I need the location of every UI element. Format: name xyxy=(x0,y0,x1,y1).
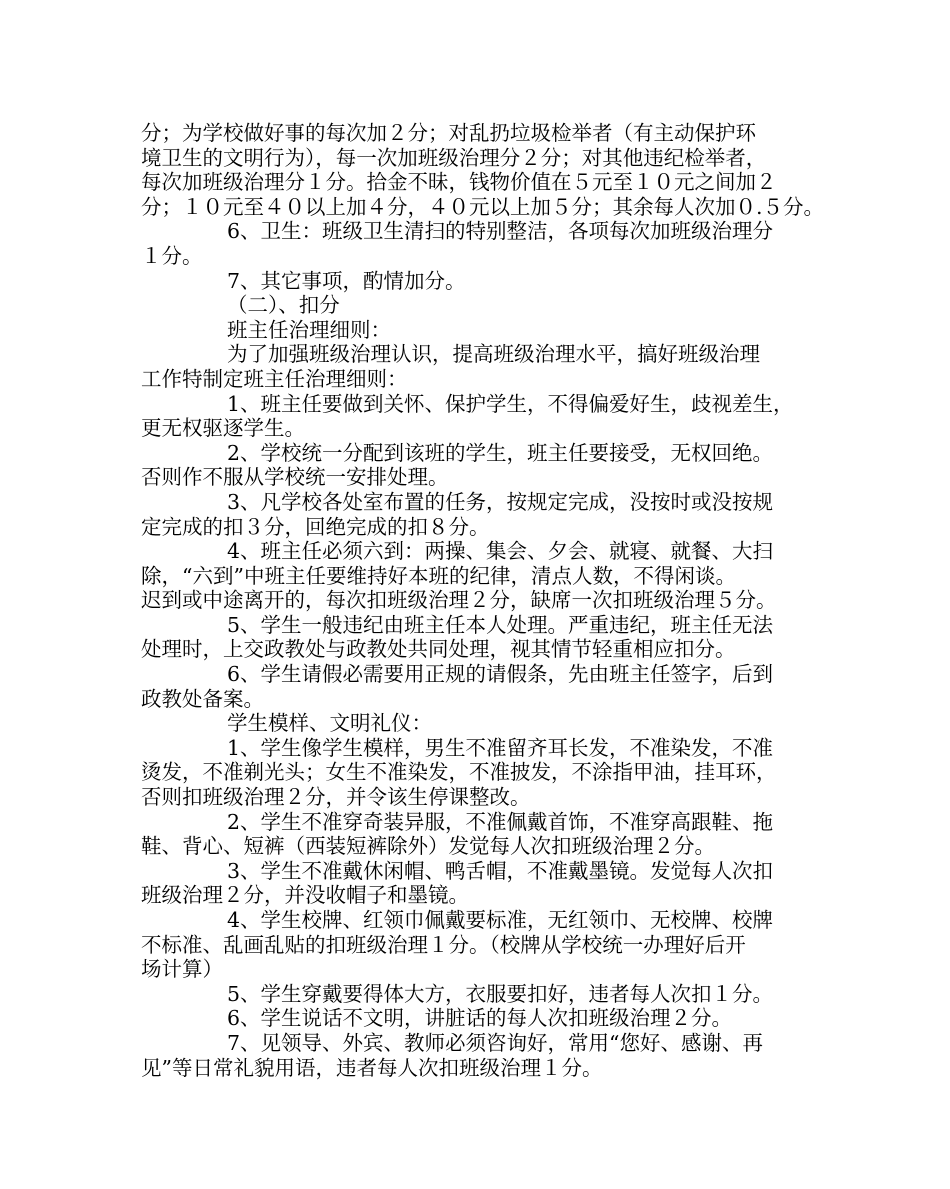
text-line: 定完成的扣３分，回绝完成的扣８分。 xyxy=(141,514,490,539)
text-line: 更无权驱逐学生。 xyxy=(141,416,305,441)
text-line: 分；为学校做好事的每次加２分；对乱扔垃圾检举者（有主动保护环 xyxy=(141,121,756,145)
text-line: 1、学生像学生模样，男生不准留齐耳长发，不准染发，不准 xyxy=(227,735,774,760)
text-line: 4、学生校牌、红领巾佩戴要标准，无红领巾、无校牌、校牌 xyxy=(227,908,774,932)
text-line: 每次加班级治理分１分。拾金不昧，钱物价值在５元至１０元之间加２ xyxy=(141,170,777,195)
text-line: 不标准、乱画乱贴的扣班级治理１分。（校牌从学校统一办理好后开 xyxy=(141,932,746,957)
text-line: 见”等日常礼貌用语，违者每人次扣班级治理１分。 xyxy=(141,1055,603,1080)
text-line: 班主任治理细则： xyxy=(227,317,391,342)
text-line: 2、学生不准穿奇装异服，不准佩戴首饰，不准穿高跟鞋、拖 xyxy=(227,809,774,834)
text-line: 学生模样、文明礼仪： xyxy=(227,711,432,736)
text-line: 7、见领导、外宾、教师必须咨询好，常用“您好、感谢、再 xyxy=(227,1030,764,1055)
text-line: 3、学生不准戴休闲帽、鸭舌帽，不准戴墨镜。发觉每人次扣 xyxy=(227,858,774,883)
text-line: 6、卫生：班级卫生清扫的特别整洁，各项每次加班级治理分 xyxy=(227,219,774,244)
text-line: 迟到或中途离开的，每次扣班级治理２分，缺席一次扣班级治理５分。 xyxy=(141,588,777,613)
text-line: 境卫生的文明行为），每一次加班级治理分２分；对其他违纪检举者， xyxy=(141,145,767,170)
text-line: 3、凡学校各处室布置的任务，按规定完成，没按时或没按规 xyxy=(227,489,774,514)
text-line: 为了加强班级治理认识，提高班级治理水平，搞好班级治理 xyxy=(227,342,760,367)
text-line: 6、学生请假必需要用正规的请假条，先由班主任签字，后到 xyxy=(227,662,774,687)
text-line: 否则扣班级治理２分，并令该生停课整改。 xyxy=(141,785,531,810)
text-line: 除，“六到”中班主任要维持好本班的纪律，清点人数，不得闲谈。 xyxy=(141,563,736,588)
text-line: 工作特制定班主任治理细则： xyxy=(141,366,408,391)
text-line: 鞋、背心、短裤（西装短裤除外）发觉每人次扣班级治理２分。 xyxy=(141,834,715,859)
text-line: 分；１０元至４０以上加４分，４０元以上加５分；其余每人次加０.５分。 xyxy=(141,194,825,219)
text-line: 2、学校统一分配到该班的学生，班主任要接受，无权回绝。 xyxy=(227,440,774,465)
text-line: 场计算） xyxy=(141,957,223,982)
text-line: １分。 xyxy=(141,243,203,268)
text-line: 否则作不服从学校统一安排处理。 xyxy=(141,465,449,490)
text-line: 班级治理２分，并没收帽子和墨镜。 xyxy=(141,883,469,908)
text-line: 5、学生一般违纪由班主任本人处理。严重违纪，班主任无法 xyxy=(227,612,774,637)
text-line: 7、其它事项，酌情加分。 xyxy=(227,268,466,293)
text-line: 6、学生说话不文明，讲脏话的每人次扣班级治理２分。 xyxy=(227,1006,733,1031)
text-line: 4、班主任必须六到：两操、集会、夕会、就寝、就餐、大扫 xyxy=(227,539,774,564)
document-body xyxy=(141,121,827,1080)
text-line: 政教处备案。 xyxy=(141,686,264,711)
text-line: 5、学生穿戴要得体大方，衣服要扣好，违者每人次扣１分。 xyxy=(227,981,774,1006)
text-line: （二）、扣分 xyxy=(227,293,340,318)
text-line: 烫发，不准剃光头；女生不准染发，不准披发，不涂指甲油，挂耳环， xyxy=(141,760,777,785)
text-line: 处理时，上交政教处与政教处共同处理，视其情节轻重相应扣分。 xyxy=(141,637,736,662)
text-line: 1、班主任要做到关怀、保护学生，不得偏爱好生，歧视差生， xyxy=(227,391,794,416)
